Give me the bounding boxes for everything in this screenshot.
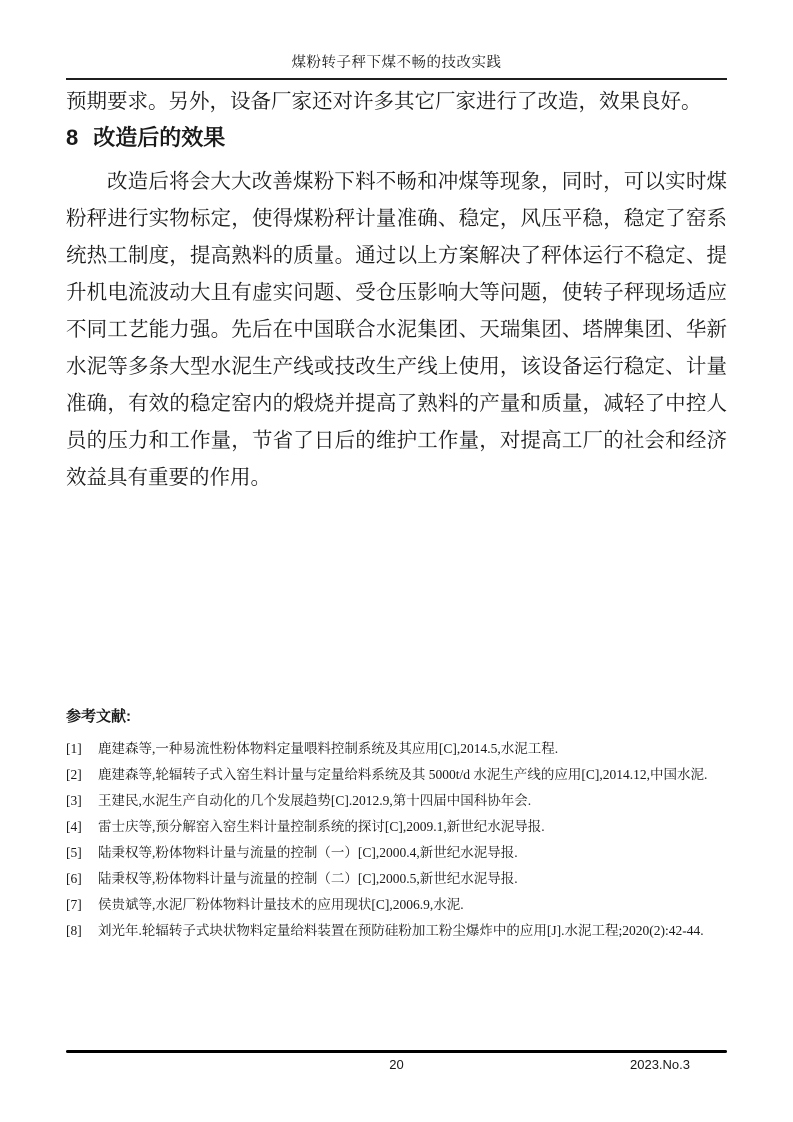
reference-label: [4] [66, 819, 82, 834]
section-number: 8 [66, 125, 79, 150]
reference-label: [1] [66, 741, 82, 756]
section-title: 改造后的效果 [93, 125, 226, 150]
reference-label: [2] [66, 767, 82, 782]
reference-label: [6] [66, 871, 82, 886]
reference-text: 鹿建森等,轮辐转子式入窑生料计量与定量给料系统及其 5000t/d 水泥生产线的应用[C],2014.12,中国水泥. [98, 767, 708, 782]
reference-text: 陆秉权等,粉体物料计量与流量的控制（二）[C],2000.5,新世纪水泥导报. [98, 871, 518, 886]
page-number: 20 [389, 1057, 404, 1072]
reference-item [66, 866, 753, 892]
reference-item [66, 762, 753, 788]
header-rule [66, 78, 727, 80]
reference-label: [3] [66, 793, 82, 808]
reference-label: [5] [66, 845, 82, 860]
reference-text: 雷士庆等,预分解窑入窑生料计量控制系统的探讨[C],2009.1,新世纪水泥导报. [98, 819, 545, 834]
reference-text: 侯贵斌等,水泥厂粉体物料计量技术的应用现状[C],2006.9,水泥. [98, 897, 464, 912]
reference-item [66, 840, 753, 866]
issue-number: 2023.No.3 [630, 1057, 690, 1072]
reference-text: 刘光年.轮辐转子式块状物料定量给料装置在预防硅粉加工粉尘爆炸中的应用[J].水泥工程;2020(2):42-44. [98, 923, 704, 938]
reference-text: 鹿建森等,一种易流性粉体物料定量喂料控制系统及其应用[C],2014.5,水泥工程. [98, 741, 559, 756]
reference-label: [7] [66, 897, 82, 912]
reference-item [66, 918, 753, 944]
reference-label: [8] [66, 923, 82, 938]
running-header-title: 煤粉转子秤下煤不畅的技改实践 [291, 55, 502, 71]
references-heading: 参考文献: [66, 708, 131, 725]
references-section [66, 705, 753, 944]
reference-item [66, 788, 753, 814]
reference-text: 王建民,水泥生产自动化的几个发展趋势[C].2012.9,第十四届中国科协年会. [98, 793, 532, 808]
reference-item [66, 892, 753, 918]
body-paragraph: 改造后将会大大改善煤粉下料不畅和冲煤等现象，同时，可以实时煤粉秤进行实物标定，使得煤粉秤计量准确、稳定，风压平稳，稳定了窑系统热工制度，提高熟料的质量。通过以上方案解决了秤体运行不稳定、提升机电流波动大且有虚实问题、受仓压影响大等问题，使转子秤现场适应不同工艺能力强。先后在中国联合水泥集团、天瑞集团、塔牌集团、华新水泥等多条大型水泥生产线或技改生产线上使用，该设备运行稳定、计量准确，有效的稳定窑内的煅烧并提高了熟料的产量和质量，减轻了中控人员的压力和工作量，节省了日后的维护工作量，对提高工厂的社会和经济效益具有重要的作用。 [66, 171, 727, 489]
reference-item [66, 736, 753, 762]
reference-list [66, 736, 753, 944]
section-heading [66, 121, 727, 152]
carryover-paragraph: 预期要求。另外，设备厂家还对许多其它厂家进行了改造，效果良好。 [66, 91, 702, 113]
reference-text: 陆秉权等,粉体物料计量与流量的控制（一）[C],2000.4,新世纪水泥导报. [98, 845, 518, 860]
footer-rule [66, 1050, 727, 1053]
reference-item [66, 814, 753, 840]
